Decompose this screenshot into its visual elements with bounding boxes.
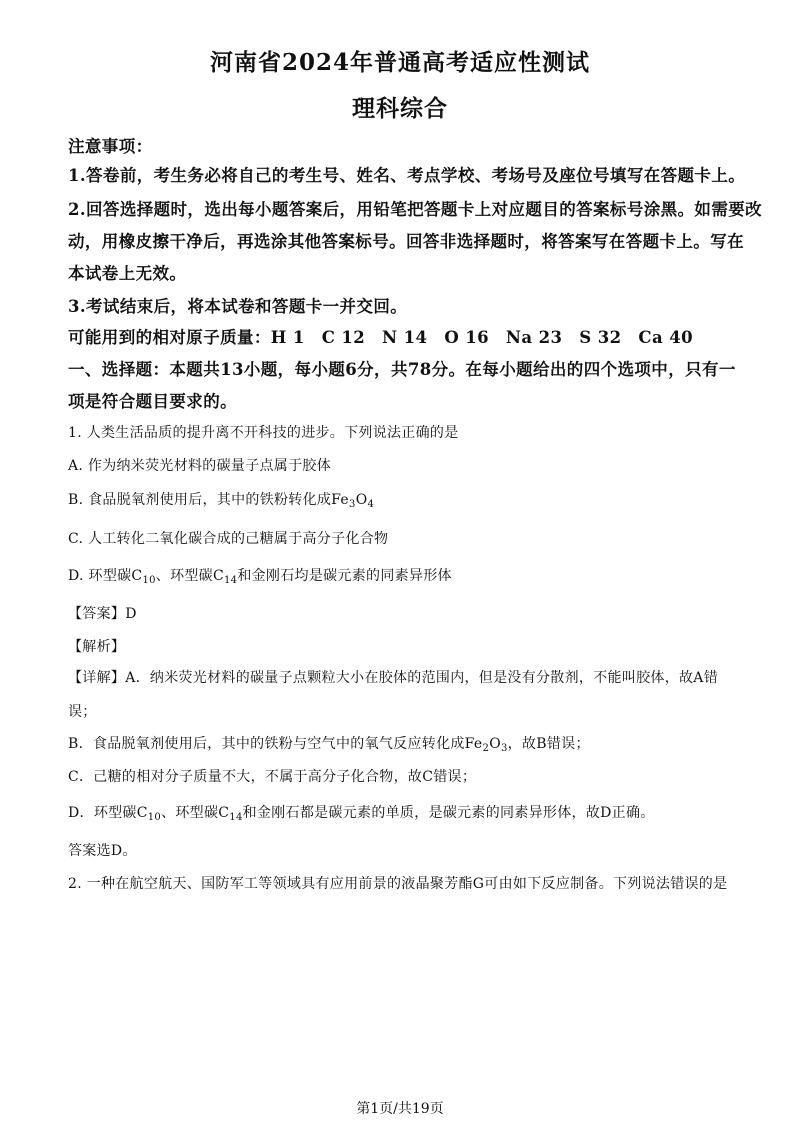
question-1-stem: 1. 人类生活品质的提升离不开科技的进步。下列说法正确的是 bbox=[68, 425, 459, 441]
notice-heading: 注意事项： bbox=[68, 137, 153, 156]
notice-item-1: 1.答卷前，考生务必将自己的考生号、姓名、考点学校、考场号及座位号填写在答题卡上。 bbox=[68, 166, 746, 185]
atomic-masses: 可能用到的相对原子质量：H 1 C 12 N 14 O 16 Na 23 S 32 Ca 40 bbox=[68, 328, 693, 347]
notice-item-2-end: 本试卷上无效。 bbox=[68, 264, 187, 283]
analysis-label: 【解析】 bbox=[68, 639, 126, 655]
detail-line-1: 【详解】A．纳米荧光材料的碳量子点颗粒大小在胶体的范围内，但是没有分散剂，不能叫胶体，故A错 bbox=[68, 670, 719, 686]
detail-c: C．己糖的相对分子质量不大，不属于高分子化合物，故C错误； bbox=[68, 769, 477, 785]
detail-d: D．环型碳$C_{10}$、环型碳$C_{14}$和金刚石都是碳元素的单质，是碳元素的同素异形体，故D正确。 bbox=[68, 805, 655, 823]
page-title: 河南省2024年普通高考适应性测试 bbox=[209, 49, 590, 76]
notice-item-2-cont: 动，用橡皮擦干净后，再选涂其他答案标号。回答非选择题时，将答案写在答题卡上。写在 bbox=[68, 232, 744, 251]
answer-label: 【答案】D bbox=[68, 606, 137, 622]
detail-line-2: 误； bbox=[68, 704, 97, 720]
question-1-option-a: A. 作为纳米荧光材料的碳量子点属于胶体 bbox=[68, 458, 332, 474]
section-intro-line2: 项是符合题目要求的。 bbox=[68, 392, 237, 411]
question-2-stem: 2. 一种在航空航天、国防军工等领域具有应用前景的液晶聚芳酯G可由如下反应制备。下列说法错误的是 bbox=[68, 876, 728, 892]
section-intro-line1: 一、选择题：本题共13小题，每小题6分，共78分。在每小题给出的四个选项中，只有一 bbox=[68, 360, 736, 379]
page-number: 第1页/共19页 bbox=[356, 1101, 444, 1117]
detail-b: B．食品脱氧剂使用后，其中的铁粉与空气中的氧气反应转化成$Fe_2O_3$，故B错误； bbox=[68, 736, 590, 754]
notice-item-3: 3.考试结束后，将本试卷和答题卡一并交回。 bbox=[68, 297, 408, 316]
question-1-option-d: D. 环型碳$C_{10}$、环型碳$C_{14}$和金刚石均是碳元素的同素异形体 bbox=[68, 568, 452, 586]
notice-item-2: 2.回答选择题时，选出每小题答案后，用铅笔把答题卡上对应题目的答案标号涂黑。如需要改 bbox=[68, 200, 763, 219]
conclusion: 答案选D。 bbox=[68, 843, 137, 859]
question-1-option-c: C. 人工转化二氧化碳合成的己糖属于高分子化合物 bbox=[68, 531, 389, 547]
page-subtitle: 理科综合 bbox=[352, 95, 448, 122]
question-1-option-b: B. 食品脱氧剂使用后，其中的铁粉转化成$Fe_3O_4$ bbox=[68, 492, 375, 510]
